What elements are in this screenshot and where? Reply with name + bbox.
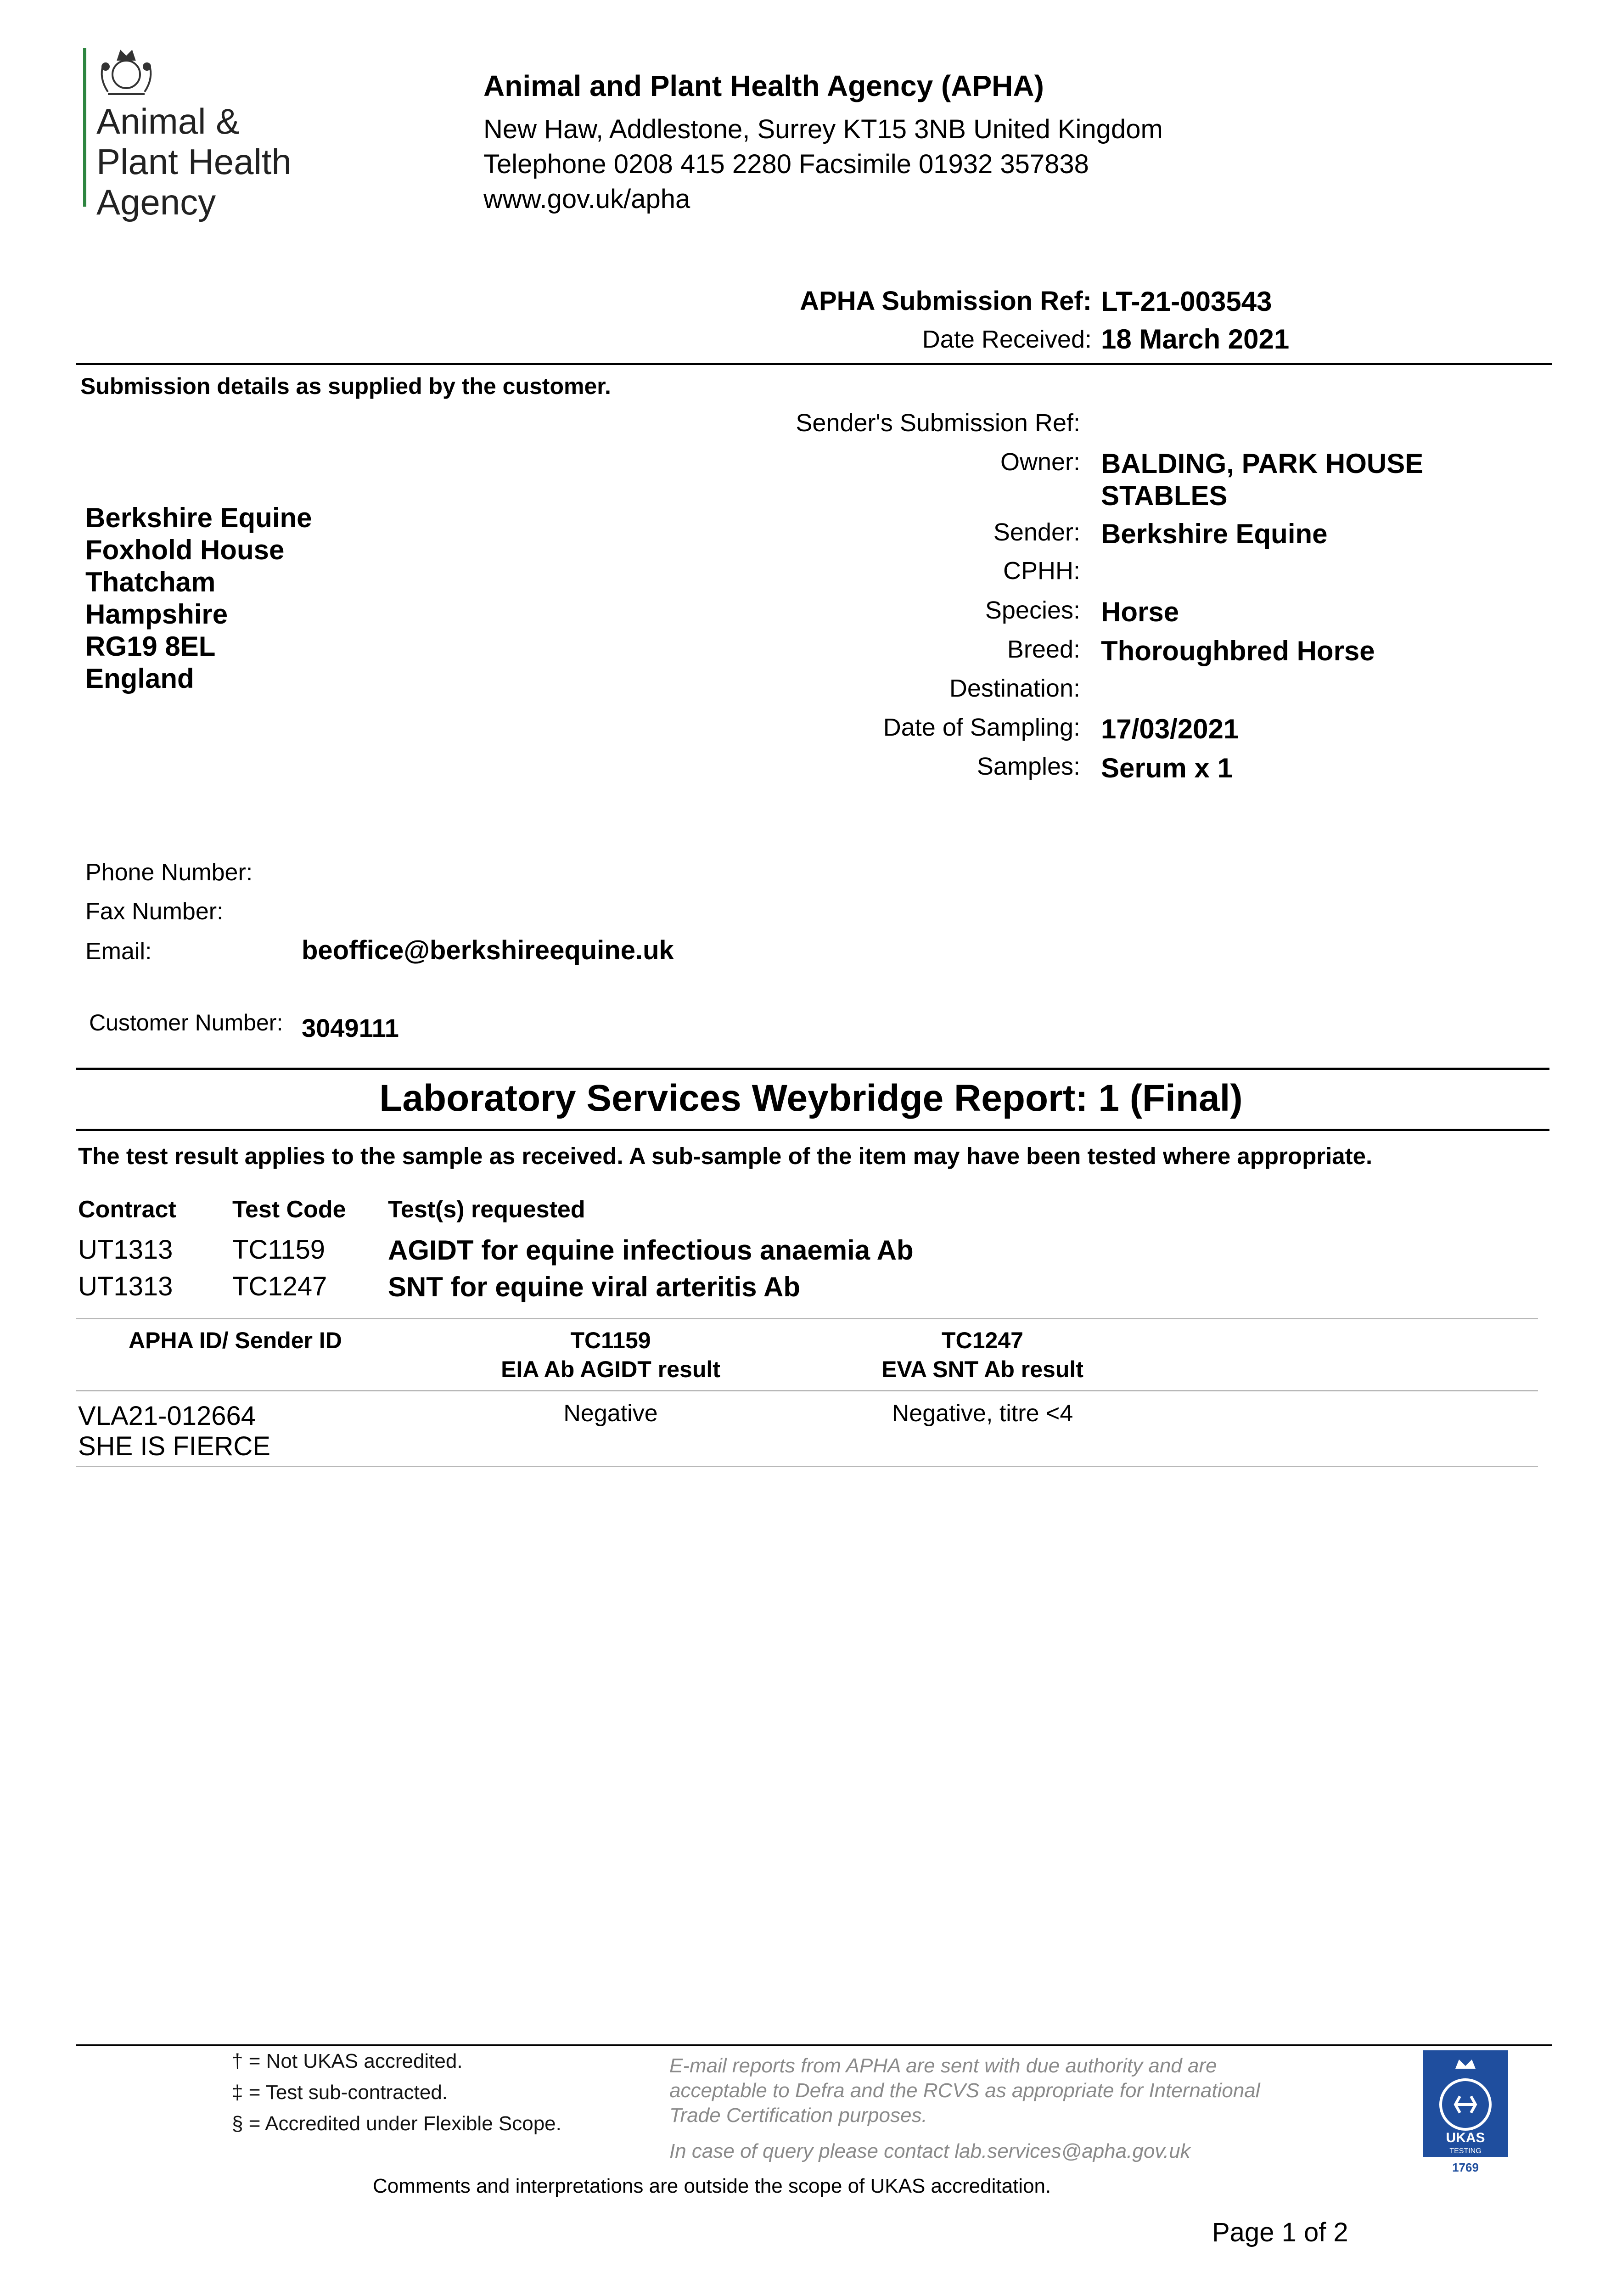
email-label: Email: [85,938,152,965]
detail-label-cphh: CPHH: [1003,557,1080,585]
fax-label: Fax Number: [85,898,224,925]
supplied-note: Submission details as supplied by the customer. [80,373,611,399]
ukas-comment: Comments and interpretations are outside the scope of UKAS accreditation. [373,2175,1051,2197]
divider [76,1466,1538,1467]
detail-label-samples: Samples: [977,753,1080,780]
test-contract: UT1313 [78,1235,173,1265]
result-eva: Negative, titre <4 [892,1400,1073,1427]
results-header-id: APHA ID/ Sender ID [129,1328,342,1353]
footnote-legend [232,2046,561,2139]
customer-address [85,502,312,695]
address-line: Foxhold House [85,535,285,565]
legend-item: † = Not UKAS accredited. [232,2050,463,2072]
address-line: RG19 8EL [85,631,216,662]
agency-website: www.gov.uk/apha [483,184,690,214]
address-line: Thatcham [85,567,216,597]
results-header-col2-name: EVA SNT Ab result [881,1356,1083,1382]
agency-logo-text [96,101,292,222]
submission-ref-label: APHA Submission Ref: [800,286,1092,316]
ukas-badge [1423,2050,1508,2177]
address-line: Berkshire Equine [85,502,312,533]
detail-label-sender: Sender: [993,518,1080,546]
submission-ref-value: LT-21-003543 [1101,286,1272,317]
royal-crest-icon [94,46,158,99]
test-requested: SNT for equine viral arteritis Ab [388,1272,800,1302]
test-code: TC1159 [232,1235,326,1265]
detail-value-sender: Berkshire Equine [1101,518,1328,549]
divider [76,1068,1549,1070]
query-note: In case of query please contact lab.services@apha.gov.uk [669,2140,1190,2162]
header-tests-requested: Test(s) requested [388,1196,585,1223]
ukas-badge-number: 1769 [1452,2161,1479,2174]
report-title: Laboratory Services Weybridge Report: 1 (Final) [379,1077,1243,1119]
results-header-col1-code: TC1159 [570,1328,651,1353]
logo-line: Animal & [96,101,240,141]
results-header-col2-code: TC1247 [942,1328,1023,1353]
header-test-code: Test Code [232,1196,346,1223]
date-received-label: Date Received: [922,326,1092,353]
customer-number-label: Customer Number: [89,1010,283,1035]
detail-label-owner: Owner: [1000,448,1080,476]
divider [76,1318,1538,1319]
email-value[interactable]: beoffice@berkshireequine.uk [302,935,674,965]
address-line: England [85,663,194,694]
divider [76,1129,1549,1131]
page-number: Page 1 of 2 [1212,2217,1348,2247]
test-contract: UT1313 [78,1272,173,1301]
agency-name: Animal and Plant Health Agency (APHA) [483,69,1044,102]
email-authority-note: E-mail reports from APHA are sent with due authority and are acceptable to Defra and the RCVS as appropriate for International Trade Certification purposes. [669,2054,1260,2127]
result-sender-id: SHE IS FIERCE [78,1431,270,1461]
ukas-badge-sub: TESTING [1449,2147,1482,2155]
agency-phone-fax: Telephone 0208 415 2280 Facsimile 01932 357838 [483,149,1089,179]
agency-address: New Haw, Addlestone, Surrey KT15 3NB United Kingdom [483,114,1163,144]
legend-item: § = Accredited under Flexible Scope. [232,2112,561,2135]
ukas-badge-label: UKAS [1446,2130,1485,2145]
customer-number-value: 3049111 [302,1013,399,1042]
phone-label: Phone Number: [85,859,253,886]
address-line: Hampshire [85,599,228,630]
detail-label-destination: Destination: [949,675,1080,702]
divider [76,363,1552,365]
detail-value-breed: Thoroughbred Horse [1101,636,1375,666]
header-contract: Contract [78,1196,176,1223]
detail-value-samples: Serum x 1 [1101,753,1233,783]
detail-label-sender-ref: Sender's Submission Ref: [796,409,1080,437]
detail-value-date-of-sampling: 17/03/2021 [1101,714,1239,744]
divider [76,1390,1538,1391]
detail-label-breed: Breed: [1007,636,1080,663]
result-apha-id: VLA21-012664 [78,1401,256,1431]
logo-line: Plant Health [96,141,292,182]
brand-bar [83,48,86,207]
detail-value-species: Horse [1101,597,1179,627]
legend-item: ‡ = Test sub-contracted. [232,2081,448,2104]
detail-value-owner: BALDING, PARK HOUSE STABLES [1101,448,1424,511]
logo-line: Agency [96,182,216,222]
date-received-value: 18 March 2021 [1101,324,1290,355]
report-disclaimer: The test result applies to the sample as received. A sub-sample of the item may have been tested where appropriate. [78,1143,1373,1169]
detail-label-date-of-sampling: Date of Sampling: [883,714,1080,741]
result-eia: Negative [563,1400,658,1427]
test-code: TC1247 [232,1272,327,1301]
results-header-col1-name: EIA Ab AGIDT result [501,1356,720,1382]
detail-label-species: Species: [985,597,1080,624]
test-requested: AGIDT for equine infectious anaemia Ab [388,1235,914,1266]
